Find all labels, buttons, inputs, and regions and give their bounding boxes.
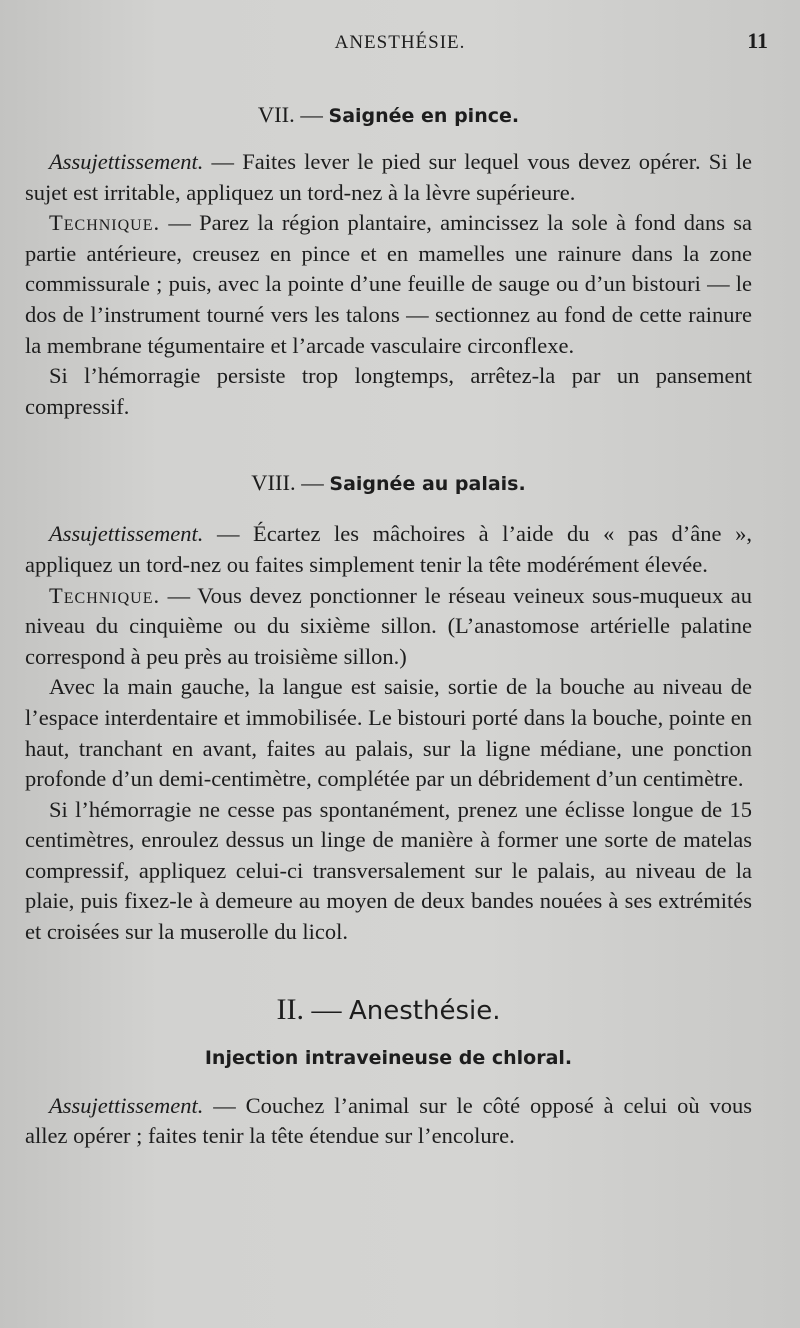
section-viii-paragraph-procedure: [25, 672, 752, 794]
part-ii-subtitle: Injection intraveineuse de chloral.: [204, 1046, 573, 1069]
section-vii-technique-lead: Technique.: [49, 210, 161, 236]
section-viii-number: VIII. —: [251, 470, 324, 496]
section-vii-paragraph-technique: [25, 208, 752, 361]
section-vii-number: VII. —: [257, 102, 323, 127]
section-vii-restraint-text: — Faites lever le pied sur lequel vous devez opérer. Si le sujet est irritable, appliquez un tord-nez à la lèvre supérieure.: [25, 149, 752, 205]
part-ii-restraint-lead: Assujettissement.: [49, 1092, 204, 1118]
running-head: [0, 28, 800, 58]
section-vii-paragraph-hemorrhage: [25, 361, 752, 422]
section-viii-procedure-text: Avec la main gauche, la langue est saisie, sortie de la bouche au niveau de l’espace interdentaire et immobilisée. Le bistouri porté dans la bouche, pointe en haut, tranchant en avant, faites au palais, sur la ligne médiane, une ponction profonde d’un demi-centimètre, complétée par un débridement d’un centimètre.: [25, 674, 752, 792]
page-number: 11: [747, 28, 768, 53]
section-vii-technique-text: — Parez la région plantaire, amincissez la sole à fond dans sa partie antérieure, creusez en pince et en mamelles une rainure dans la zone commissurale ; puis, avec la pointe d’une feuille de sauge ou d’un bistouri — le dos de l’instrument tourné vers les talons — sectionnez au fond de cette rainure la membrane tégumentaire et l’arcade vasculaire circonflexe.: [25, 210, 752, 358]
section-viii-hemorrhage-text: Si l’hémorragie ne cesse pas spontanément, prenez une éclisse longue de 15 centimètres, enroulez dessus un linge de manière à former une sorte de matelas compressif, appliquez celui-ci transversalement sur le palais, au niveau de la plaie, puis fixez-le à demeure au moyen de deux bandes nouées à ses extrémités et croisées sur la muserolle du licol.: [25, 796, 752, 945]
part-ii-paragraph-restraint: [25, 1091, 752, 1152]
section-vii-title: Saignée en pince.: [328, 105, 520, 127]
section-viii-restraint-lead: Assujettissement.: [49, 521, 204, 547]
section-viii-paragraph-hemorrhage: [25, 795, 752, 948]
section-viii-technique-text: — Vous devez ponctionner le réseau veineux sous-muqueux au niveau du cinquième ou du sixième sillon. (L’anastomose artérielle palatine correspond à peu près au troisième sillon.): [25, 582, 752, 669]
page-body: [25, 100, 752, 1152]
section-viii-title: Saignée au palais.: [329, 473, 526, 496]
section-viii-technique-lead: Technique.: [49, 582, 161, 608]
running-title: ANESTHÉSIE.: [334, 32, 466, 53]
section-viii-restraint-text: — Écartez les mâchoires à l’aide du « pas d’âne », appliquez un tord-nez ou faites simplement tenir la tête modérément élevée.: [25, 521, 752, 577]
section-vii-hemorrhage-text: Si l’hémorragie persiste trop longtemps, arrêtez-la par un pansement compressif.: [25, 363, 752, 419]
part-ii-restraint-text: — Couchez l’animal sur le côté opposé à celui où vous allez opérer ; faites tenir la tête étendue sur l’encolure.: [25, 1092, 752, 1149]
part-ii-number: II. —: [276, 992, 342, 1026]
section-vii-paragraph-restraint: [25, 147, 752, 208]
section-viii-paragraph-restraint: [25, 519, 752, 580]
section-vii-heading: [25, 100, 752, 131]
section-viii-paragraph-technique: [25, 581, 752, 673]
section-viii-heading: [25, 468, 752, 499]
part-ii-title: Anesthésie.: [348, 995, 501, 1026]
part-ii-heading: [25, 992, 752, 1029]
section-vii-restraint-lead: Assujettissement.: [49, 149, 204, 174]
